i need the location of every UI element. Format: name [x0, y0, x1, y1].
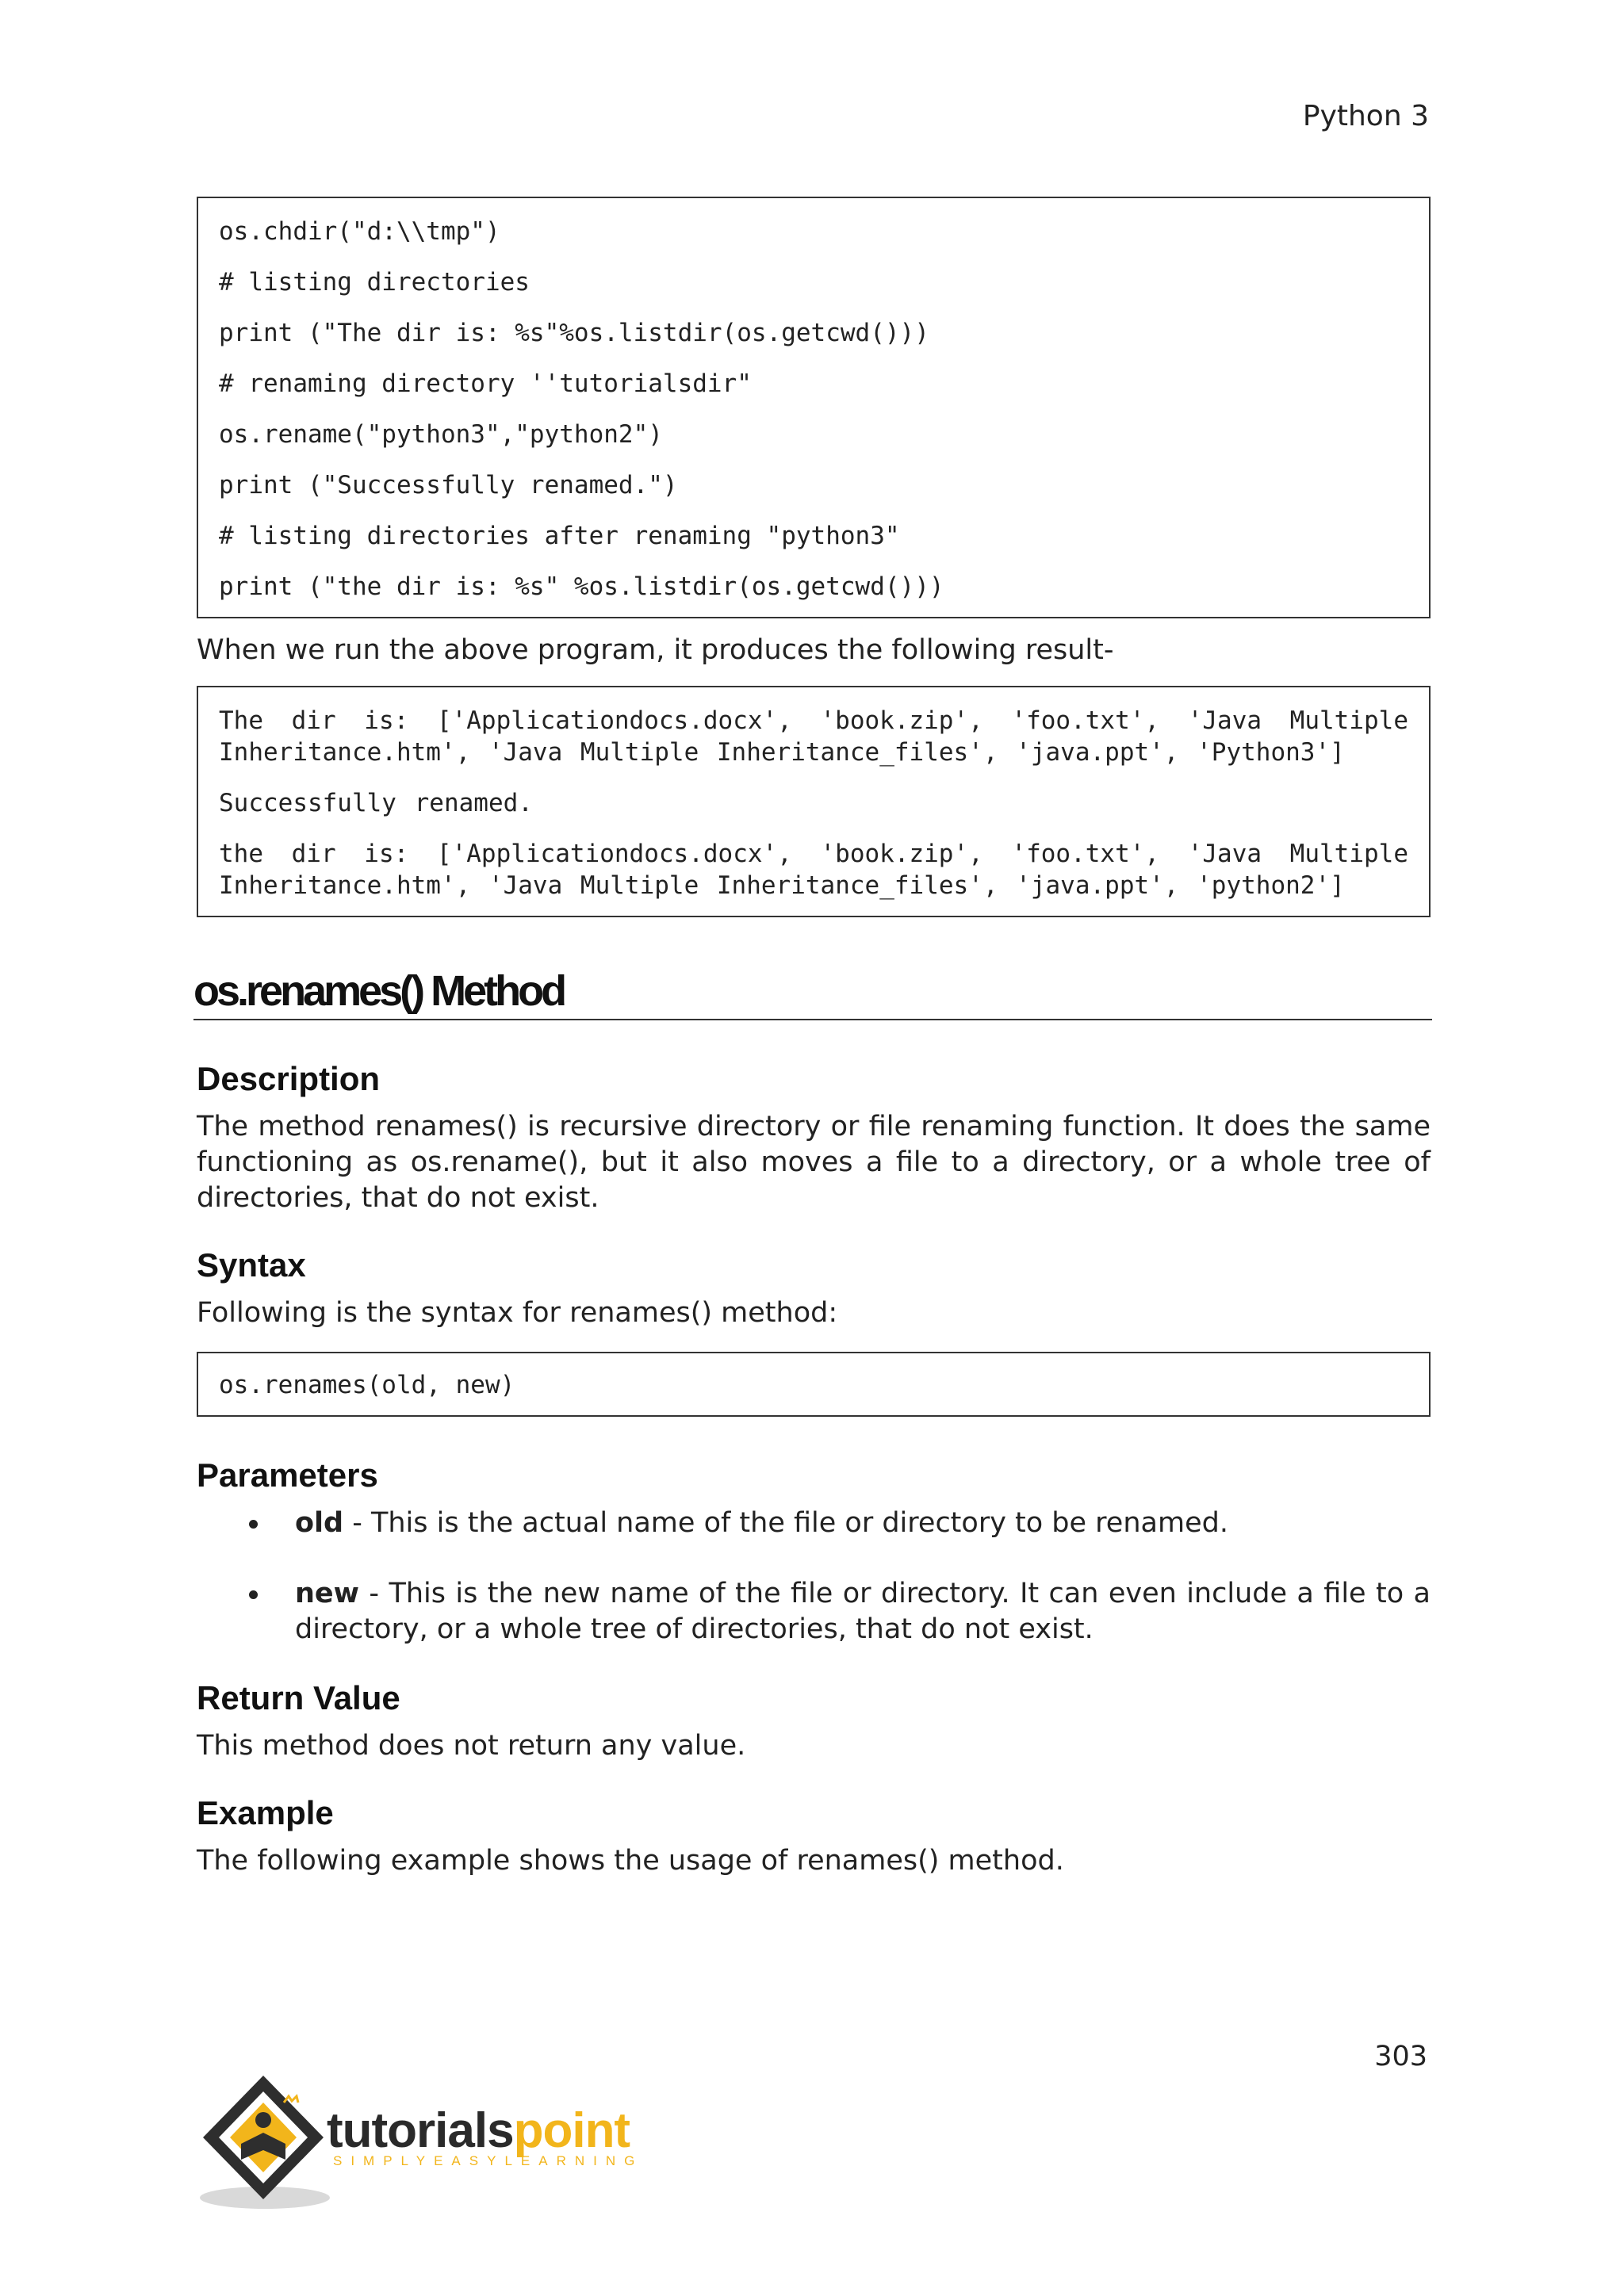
code-line: os.chdir("d:\\tmp") [219, 217, 500, 246]
description-text: The method renames() is recursive directory or file renaming function. It does the same functioning as os.rename(), but it also moves a file to a directory, or a whole tree of directories, that do not exist. [197, 1111, 1431, 1214]
tutorialspoint-logo-icon [192, 2071, 335, 2214]
code-line: print ("Successfully renamed.") [219, 471, 678, 499]
syntax-code-block [197, 1352, 1431, 1417]
logo-wordmark: tutorialspoint [327, 2103, 630, 2158]
output-line: the dir is: ['Applicationdocs.docx', 'book.zip', 'foo.txt', 'Java Multiple Inheritance.htm', 'Java Multiple Inheritance_files', 'java.ppt', 'python2'] [219, 840, 1408, 900]
bullet-icon [249, 1520, 258, 1529]
parameters-heading: Parameters [197, 1456, 378, 1494]
code-line: print ("The dir is: %s"%os.listdir(os.getcwd())) [219, 319, 929, 347]
code-line: # listing directories after renaming "python3" [219, 522, 900, 550]
page-content [193, 197, 1431, 1879]
page-number: 303 [1374, 2041, 1427, 2072]
list-item [197, 1576, 1431, 1647]
param-text: - This is the actual name of the file or directory to be renamed. [343, 1507, 1228, 1539]
example-heading: Example [197, 1794, 334, 1831]
list-item [197, 1506, 1431, 1541]
output-block [197, 686, 1431, 917]
description-heading: Description [197, 1060, 381, 1097]
parameters-list [197, 1506, 1431, 1647]
code-line: os.renames(old, new) [219, 1371, 515, 1399]
return-value-heading: Return Value [197, 1679, 400, 1716]
syntax-text: Following is the syntax for renames() method: [197, 1297, 838, 1329]
return-value-text: This method does not return any value. [197, 1730, 746, 1762]
code-line: print ("the dir is: %s" %os.listdir(os.getcwd())) [219, 572, 944, 601]
logo-tagline: SIMPLYEASYLEARNING [333, 2153, 644, 2168]
param-name: new [295, 1578, 359, 1609]
result-intro: When we run the above program, it produces the following result- [197, 634, 1114, 666]
code-line: os.rename("python3","python2") [219, 420, 663, 449]
example-text: The following example shows the usage of renames() method. [197, 1845, 1064, 1877]
code-block [197, 197, 1431, 618]
output-line: Successfully renamed. [219, 789, 533, 817]
code-line: # listing directories [219, 268, 530, 297]
section-title: os.renames() Method [193, 966, 1432, 1020]
param-name: old [295, 1507, 344, 1539]
output-line: The dir is: ['Applicationdocs.docx', 'book.zip', 'foo.txt', 'Java Multiple Inheritance.htm', 'Java Multiple Inheritance_files', 'java.ppt', 'Python3'] [219, 706, 1408, 767]
syntax-heading: Syntax [197, 1246, 306, 1284]
code-line: # renaming directory ''tutorialsdir" [219, 369, 752, 398]
bullet-icon [249, 1590, 258, 1599]
running-header: Python 3 [1302, 100, 1429, 132]
param-text: - This is the new name of the file or directory. It can even include a file to a directory, or a whole tree of directories, that do not exist. [295, 1578, 1431, 1645]
